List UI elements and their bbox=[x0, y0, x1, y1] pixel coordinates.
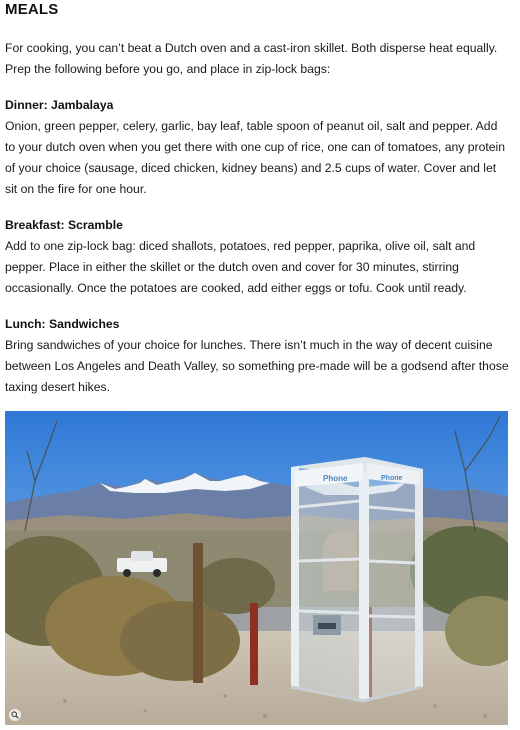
article bbox=[5, 0, 510, 398]
meal-section-lunch bbox=[5, 315, 510, 398]
booth-sign-right: Phone bbox=[381, 475, 403, 482]
meal-body: Onion, green pepper, celery, garlic, bay leaf, table spoon of peanut oil, salt and pepper. Add to your dutch oven when you get there with one cup of rice, one can of tomatoes, any protein of your choice (sausage, diced chicken, kidney beans) and 2.5 cups of water. Cover and let sit on the fire for one hour. bbox=[5, 119, 505, 196]
meal-title: Breakfast: Scramble bbox=[5, 218, 123, 232]
photo-illustration bbox=[5, 411, 508, 725]
meal-body: Add to one zip-lock bag: diced shallots, potatoes, red pepper, paprika, olive oil, salt and pepper. Place in either the skillet or the dutch oven and cover for 30 minutes, stirring occasionally. Once the potatoes are cooked, add either eggs or tofu. Cook until ready. bbox=[5, 239, 476, 295]
meal-section-breakfast bbox=[5, 216, 510, 299]
zoom-icon[interactable] bbox=[9, 709, 21, 721]
meal-section-dinner bbox=[5, 96, 510, 200]
meal-title: Lunch: Sandwiches bbox=[5, 317, 120, 331]
booth-sign-left: Phone bbox=[323, 474, 348, 483]
photo-phone-booth[interactable] bbox=[5, 411, 508, 725]
intro-paragraph: For cooking, you can’t beat a Dutch oven and a cast-iron skillet. Both disperse heat equally. Prep the following before you go, and place in zip-lock bags: bbox=[5, 41, 498, 76]
zoom-icon-glyph bbox=[11, 711, 19, 719]
phone-booth bbox=[291, 457, 423, 701]
meal-body: Bring sandwiches of your choice for lunches. There isn’t much in the way of decent cuisine between Los Angeles and Death Valley, so something pre-made will be a godsend after those taxing desert hikes. bbox=[5, 338, 509, 394]
section-heading: MEALS bbox=[5, 1, 59, 18]
meal-title: Dinner: Jambalaya bbox=[5, 98, 114, 112]
